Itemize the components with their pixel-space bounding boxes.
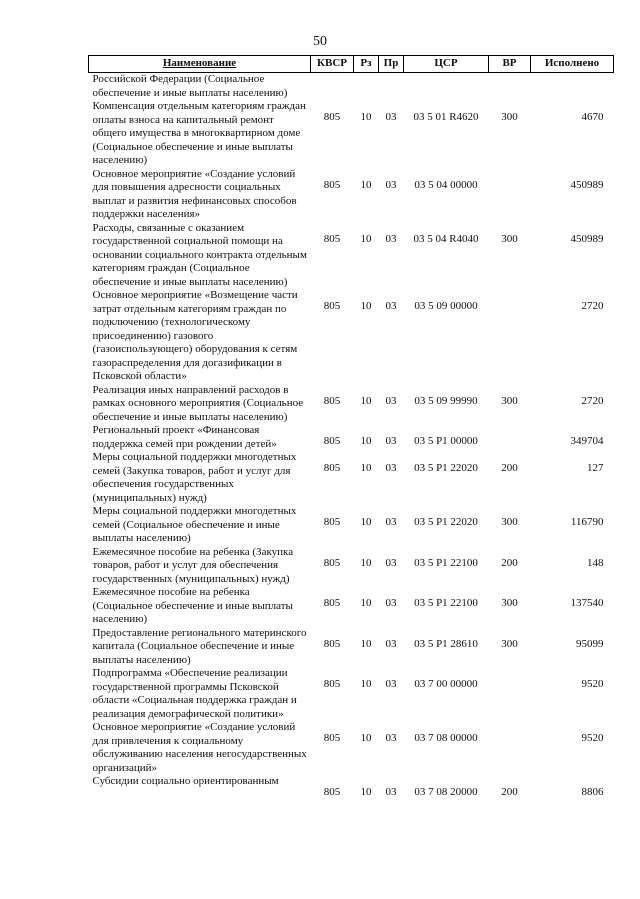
cell-rz: 10 (360, 597, 372, 609)
cell-name: Основное мероприятие «Создание условий для повышения адресности социальных выплат и развития нефинансовых способов поддержки населения» (92, 167, 297, 220)
cell-kvsr: 805 (323, 394, 341, 407)
cell-pr: 03 (385, 178, 397, 191)
cell-vr: 300 (501, 516, 518, 528)
cell-pr: 03 (385, 435, 397, 447)
cell-pr: 03 (385, 232, 397, 245)
cell-vr: 300 (501, 111, 518, 123)
table-row (89, 505, 614, 546)
cell-executed (531, 73, 614, 101)
cell-pr: 03 (385, 462, 397, 474)
cell-name: Основное мероприятие «Возмещение части затрат отдельным категориям граждан по подключению (технологическому присоединению) газового (газоиспользующего) оборудования к сетям газораспределения для догазификации в Псковской области» (92, 289, 298, 382)
cell-pr: 03 (385, 786, 397, 798)
cell-csr: 03 5 09 00000 (414, 300, 478, 312)
cell-executed: 9520 (581, 732, 604, 744)
cell-csr (404, 73, 489, 101)
cell-rz: 10 (360, 232, 372, 245)
cell-name: Региональный проект «Финансовая поддержка семей при рождении детей» (92, 424, 277, 450)
page-number: 50 (313, 34, 327, 49)
header-vr: ВР (489, 56, 531, 73)
cell-rz: 10 (360, 637, 372, 650)
cell-csr: 03 5 01 R4620 (413, 111, 479, 123)
cell-rz: 10 (360, 394, 372, 407)
cell-kvsr: 805 (323, 597, 341, 609)
cell-executed: 127 (587, 462, 604, 474)
cell-kvsr: 805 (323, 462, 341, 474)
cell-pr: 03 (385, 678, 397, 690)
cell-kvsr: 805 (323, 232, 341, 245)
cell-vr (489, 424, 531, 451)
table-body (89, 73, 614, 800)
cell-executed: 349704 (570, 435, 604, 447)
cell-csr: 03 7 08 20000 (414, 786, 478, 798)
cell-executed: 450989 (570, 178, 604, 191)
cell-rz: 10 (360, 462, 372, 474)
cell-csr: 03 5 04 00000 (414, 178, 478, 191)
header-executed: Исполнено (531, 56, 614, 73)
header-rz: Рз (354, 56, 379, 73)
cell-rz: 10 (360, 786, 372, 798)
cell-executed: 2720 (581, 300, 604, 312)
cell-vr: 300 (501, 394, 518, 407)
cell-rz: 10 (360, 516, 372, 528)
cell-name: Ежемесячное пособие на ребенка (Закупка товаров, работ и услуг для обеспечения государственных (муниципальных) нужд) (92, 545, 294, 585)
cell-executed: 450989 (570, 232, 604, 245)
cell-csr: 03 5 09 99990 (414, 394, 478, 407)
cell-vr: 300 (501, 232, 518, 245)
cell-kvsr (311, 73, 354, 101)
cell-executed: 137540 (570, 597, 604, 609)
cell-vr: 200 (501, 556, 518, 569)
cell-csr: 03 5 P1 22020 (414, 516, 478, 528)
cell-pr: 03 (385, 300, 397, 312)
cell-executed: 116790 (570, 516, 604, 528)
header-kvsr: КВСР (311, 56, 354, 73)
cell-kvsr: 805 (323, 178, 341, 191)
table-row (89, 721, 614, 775)
cell-kvsr: 805 (323, 111, 341, 123)
table-row (89, 289, 614, 384)
cell-csr: 03 7 00 00000 (414, 678, 478, 690)
cell-csr: 03 5 P1 22100 (414, 597, 478, 609)
cell-kvsr: 805 (323, 786, 341, 798)
cell-executed: 95099 (576, 637, 604, 650)
cell-name: Основное мероприятие «Создание условий для привлечения к социальному обслуживанию населения негосударственных организаций» (92, 721, 307, 774)
header-pr: Пр (379, 56, 404, 73)
cell-name: Компенсация отдельным категориям граждан оплаты взноса на капитальный ремонт общего имущества в многоквартирном доме (Социальное обеспечение и иные выплаты населению) (92, 100, 306, 166)
cell-name: Субсидии социально ориентированным (92, 775, 279, 787)
cell-name: Реализация иных направлений расходов в рамках основного мероприятия (Социальное обеспечение и иные выплаты населению) (92, 383, 304, 423)
cell-pr: 03 (385, 637, 397, 650)
cell-csr: 03 5 P1 28610 (414, 637, 478, 650)
table-row (89, 627, 614, 668)
table-row (89, 168, 614, 222)
cell-name: Расходы, связанные с оказанием государственной социальной помощи на основании социального контракта отдельным категориям граждан (Социальное обеспечение и иные выплаты населению) (92, 221, 307, 288)
table-row (89, 667, 614, 721)
cell-name: Российской Федерации (Социальное обеспечение и иные выплаты населению) (92, 73, 288, 99)
cell-kvsr: 805 (323, 300, 341, 312)
cell-pr: 03 (385, 394, 397, 407)
cell-vr: 300 (501, 637, 518, 650)
cell-csr: 03 7 08 00000 (414, 732, 478, 744)
cell-pr: 03 (385, 597, 397, 609)
cell-pr: 03 (385, 556, 397, 569)
cell-name: Меры социальной поддержки многодетных семей (Социальное обеспечение и иные выплаты населению) (92, 505, 297, 544)
cell-rz: 10 (360, 435, 372, 447)
cell-vr: 200 (501, 786, 518, 798)
table-row (89, 775, 614, 800)
cell-kvsr: 805 (323, 732, 341, 744)
budget-table (88, 55, 614, 800)
cell-kvsr: 805 (323, 556, 341, 569)
table-row (89, 546, 614, 587)
table-row (89, 222, 614, 290)
cell-vr (489, 168, 531, 222)
cell-name: Ежемесячное пособие на ребенка (Социальное обеспечение и иные выплаты населению) (92, 586, 293, 625)
cell-rz: 10 (360, 111, 372, 123)
cell-executed: 148 (587, 556, 604, 569)
cell-csr: 03 5 P1 22100 (414, 556, 478, 569)
cell-pr: 03 (385, 732, 397, 744)
cell-vr (489, 667, 531, 721)
table-row (89, 100, 614, 168)
table-row (89, 424, 614, 451)
cell-csr: 03 5 P1 00000 (414, 435, 478, 447)
cell-name: Подпрограмма «Обеспечение реализации государственной программы Псковской области «Социальная поддержка граждан и реализация демографической политики» (92, 667, 297, 720)
cell-rz: 10 (360, 678, 372, 690)
cell-name: Меры социальной поддержки многодетных семей (Закупка товаров, работ и услуг для обеспечения государственных (муниципальных) нужд) (92, 451, 297, 504)
cell-vr (489, 73, 531, 101)
cell-pr (379, 73, 404, 101)
cell-rz: 10 (360, 556, 372, 569)
cell-vr (489, 289, 531, 384)
cell-vr: 200 (501, 462, 518, 474)
table-row (89, 384, 614, 425)
table-row (89, 73, 614, 101)
cell-rz (354, 73, 379, 101)
cell-csr: 03 5 04 R4040 (413, 232, 479, 245)
cell-rz: 10 (360, 732, 372, 744)
cell-kvsr: 805 (323, 678, 341, 690)
table-row (89, 451, 614, 505)
cell-name: Предоставление регионального материнского капитала (Социальное обеспечение и иные выплаты населению) (92, 626, 307, 666)
cell-kvsr: 805 (323, 516, 341, 528)
cell-pr: 03 (385, 111, 397, 123)
cell-kvsr: 805 (323, 637, 341, 650)
cell-kvsr: 805 (323, 435, 341, 447)
cell-executed: 2720 (581, 394, 604, 407)
cell-vr: 300 (501, 597, 518, 609)
table-header-row (89, 56, 614, 73)
header-name: Наименование (89, 56, 311, 73)
cell-rz: 10 (360, 300, 372, 312)
cell-vr (489, 721, 531, 775)
cell-csr: 03 5 P1 22020 (414, 462, 478, 474)
cell-executed: 8806 (581, 786, 604, 798)
cell-executed: 9520 (581, 678, 604, 690)
header-csr: ЦСР (404, 56, 489, 73)
table-row (89, 586, 614, 627)
cell-pr: 03 (385, 516, 397, 528)
cell-executed: 4670 (581, 111, 604, 123)
cell-rz: 10 (360, 178, 372, 191)
